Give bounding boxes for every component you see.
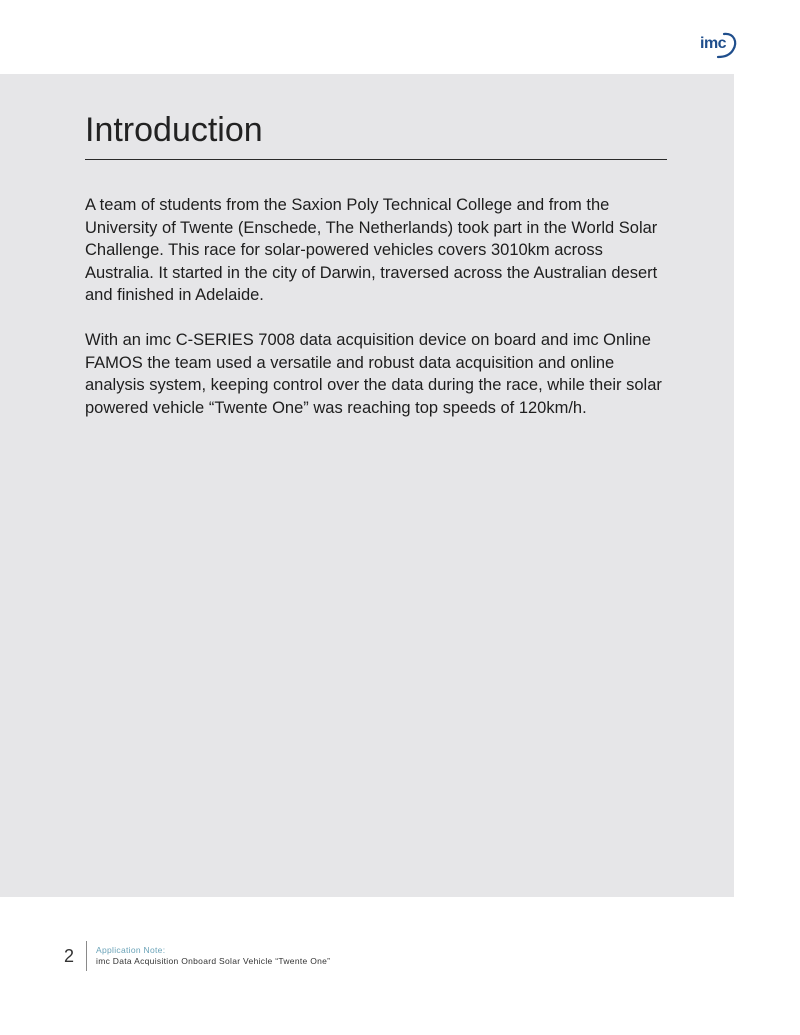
body-text	[85, 194, 675, 442]
paragraph-2: With an imc C-SERIES 7008 data acquisition device on board and imc Online FAMOS the team used a versatile and robust data acquisition and online analysis system, keeping control over the data during the race, while their solar powered vehicle “Twente One” was reaching top speeds of 120km/h.	[85, 331, 662, 417]
page-title: Introduction	[85, 111, 263, 149]
footer-divider	[86, 941, 87, 971]
imc-logo	[700, 30, 740, 60]
footer-doc-title: imc Data Acquisition Onboard Solar Vehicle “Twente One”	[96, 956, 331, 966]
paragraph-1: A team of students from the Saxion Poly Technical College and from the University of Twente (Enschede, The Netherlands) took part in the World Solar Challenge. This race for solar-powered vehicles covers 3010km across Australia. It started in the city of Darwin, traversed across the Australian desert and finished in Adelaide.	[85, 196, 658, 304]
title-divider	[85, 159, 667, 160]
footer-doc-label: Application Note:	[96, 945, 166, 955]
page-number: 2	[64, 946, 75, 966]
logo-text: imc	[700, 35, 727, 52]
